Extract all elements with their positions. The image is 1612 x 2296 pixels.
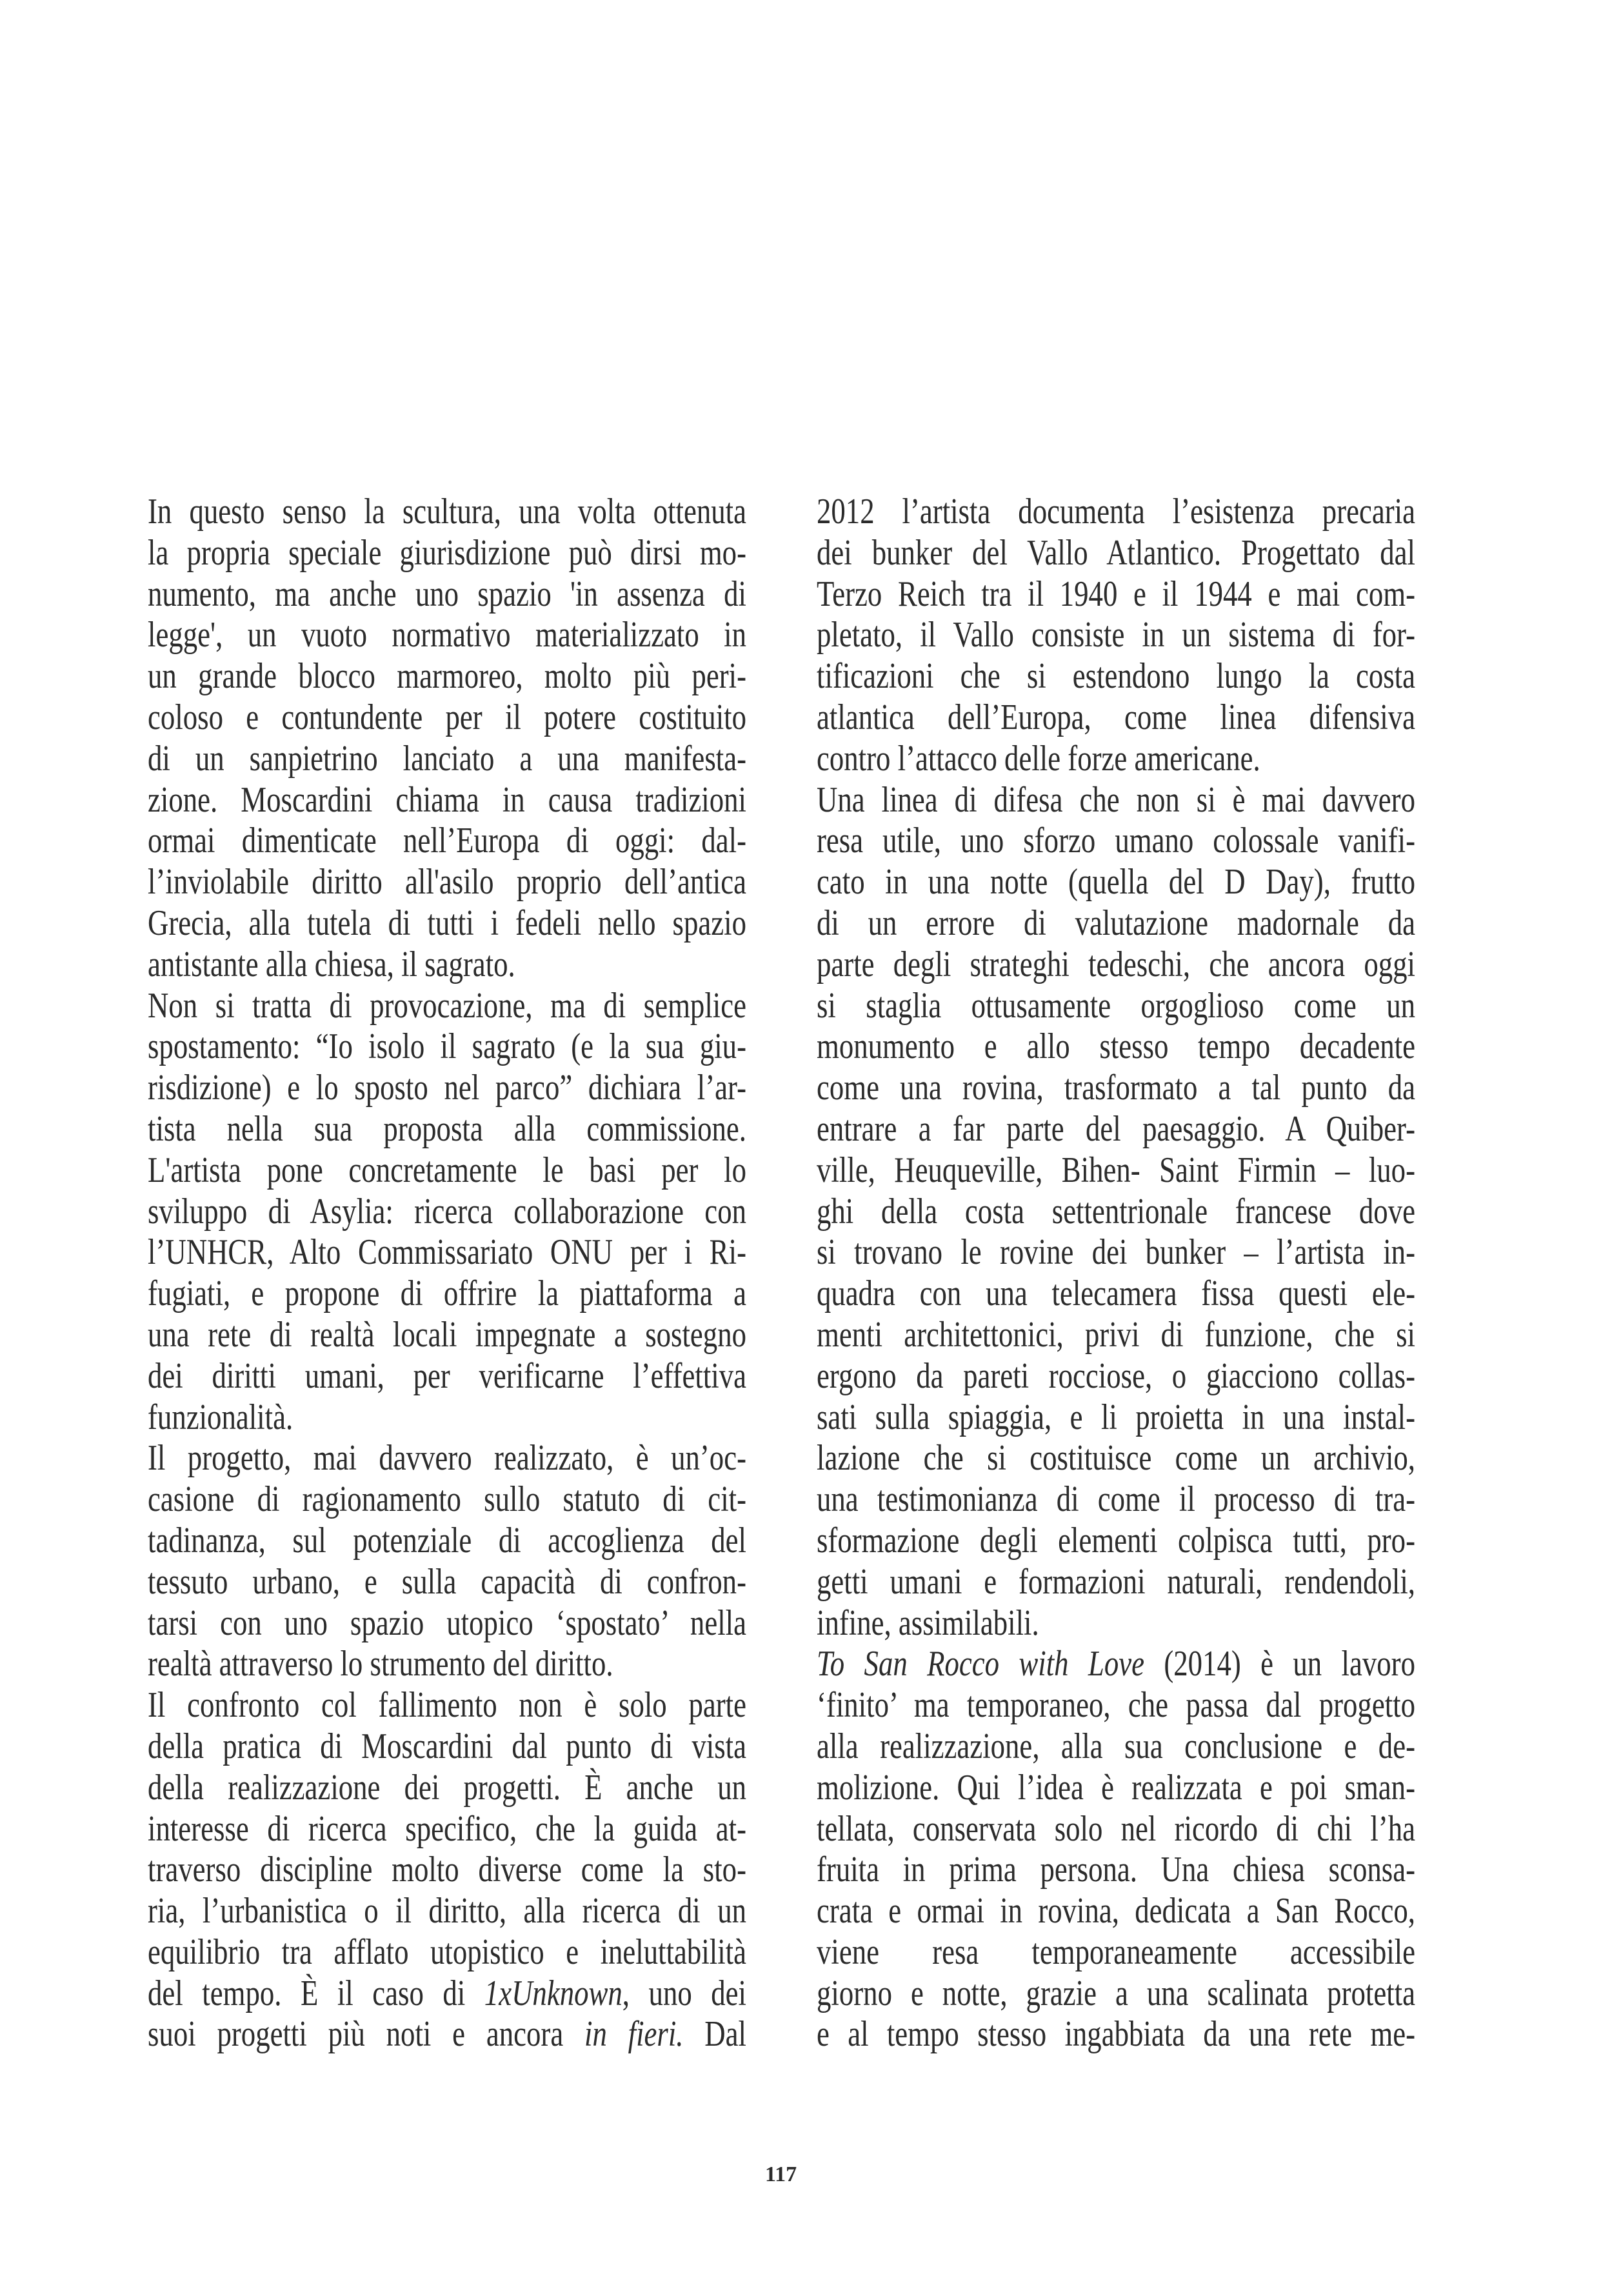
text-line <box>817 780 1415 821</box>
text-line <box>817 1315 1415 1356</box>
left-text-column <box>148 492 746 2055</box>
text-line-content: dei diritti umani, per verificarne l’effettiva <box>148 1355 746 1396</box>
text-line <box>148 1150 746 1192</box>
text-line-content: parte degli strateghi tedeschi, che ancora oggi <box>817 944 1415 984</box>
text-line <box>148 1521 746 1562</box>
text-line <box>817 1726 1415 1768</box>
text-line <box>148 1232 746 1273</box>
text-line-content: ‘finito’ ma temporaneo, che passa dal progetto <box>817 1685 1415 1726</box>
text-line <box>817 862 1415 903</box>
text-line-content: numento, ma anche uno spazio 'in assenza di <box>148 574 746 614</box>
text-line <box>148 1273 746 1315</box>
text-line <box>817 1150 1415 1192</box>
text-line-content: antistante alla chiesa, il sagrato. <box>148 944 515 984</box>
text-line <box>148 821 746 862</box>
text-line-content: tadinanza, sul potenziale di accoglienza del <box>148 1520 746 1561</box>
text-line-content: risdizione) e lo sposto nel parco” dichiara l’ar- <box>148 1068 746 1108</box>
text-line <box>148 1726 746 1768</box>
text-segment: suoi progetti più noti e ancora <box>148 2014 585 2055</box>
text-line <box>817 1026 1415 1068</box>
text-line-content: ormai dimenticate nell’Europa di oggi: dal- <box>148 821 746 861</box>
text-line-content: e al tempo stesso ingabbiata da una rete me- <box>817 2014 1415 2055</box>
text-line <box>148 533 746 574</box>
text-line-content: In questo senso la scultura, una volta ottenuta <box>148 492 746 532</box>
text-line-content: tellata, conservata solo nel ricordo di chi l’ha <box>817 1808 1415 1849</box>
text-line <box>817 574 1415 615</box>
text-line-content: traverso discipline molto diverse come la sto- <box>148 1850 746 1890</box>
text-line-content: cato in una notte (quella del D Day), frutto <box>817 862 1415 903</box>
text-line <box>148 1809 746 1850</box>
text-line <box>148 944 746 986</box>
text-line <box>817 1850 1415 1891</box>
italic-title: To San Rocco with Love <box>817 1644 1145 1684</box>
text-line-content: fugiati, e propone di offrire la piattaforma a <box>148 1273 746 1314</box>
text-line-content: viene resa temporaneamente accessibile <box>817 1932 1415 1972</box>
text-line <box>817 615 1415 656</box>
text-line-content: ghi della costa settentrionale francese dove <box>817 1191 1415 1232</box>
text-line <box>817 1273 1415 1315</box>
text-line <box>148 492 746 533</box>
text-line-content: una rete di realtà locali impegnate a sostegno <box>148 1314 746 1355</box>
text-line <box>817 1479 1415 1521</box>
text-line <box>817 1644 1415 1685</box>
text-line-content: tificazioni che si estendono lungo la costa <box>817 656 1415 697</box>
text-line-content: sati sulla spiaggia, e li proietta in una instal- <box>817 1397 1415 1437</box>
text-line-content: alla realizzazione, alla sua conclusione e de- <box>817 1726 1415 1766</box>
text-line-content: funzionalità. <box>148 1397 294 1437</box>
text-segment: del tempo. È il caso di <box>148 1973 484 2013</box>
text-line <box>148 1932 746 1973</box>
text-line <box>817 492 1415 533</box>
text-line <box>817 1932 1415 1973</box>
text-line <box>817 1521 1415 1562</box>
text-line <box>817 1109 1415 1150</box>
text-line-content: resa utile, uno sforzo umano colossale vanifi- <box>817 821 1415 861</box>
text-line-content: Il progetto, mai davvero realizzato, è un’oc- <box>148 1438 746 1479</box>
text-line <box>817 1397 1415 1439</box>
text-line <box>148 1315 746 1356</box>
text-line <box>148 903 746 944</box>
text-line-content: monumento e allo stesso tempo decadente <box>817 1026 1415 1067</box>
text-line-content: di un sanpietrino lanciato a una manifesta- <box>148 738 746 779</box>
text-line <box>148 1562 746 1603</box>
text-line <box>817 821 1415 862</box>
text-line-content: della realizzazione dei progetti. È anche un <box>148 1767 746 1808</box>
text-line-content: la propria speciale giurisdizione può dirsi mo- <box>148 532 746 573</box>
text-line-content: spostamento: “Io isolo il sagrato (e la sua giu- <box>148 1026 746 1067</box>
text-line-content: menti architettonici, privi di funzione, che si <box>817 1314 1415 1355</box>
text-line-content <box>148 1973 746 2015</box>
text-line <box>148 656 746 697</box>
text-line <box>148 1891 746 1932</box>
text-line-content: sviluppo di Asylia: ricerca collaborazione con <box>148 1191 746 1232</box>
text-line-content: Terzo Reich tra il 1940 e il 1944 e mai com- <box>817 574 1415 614</box>
text-line-content: infine, assimilabili. <box>817 1602 1039 1643</box>
text-line-content: molizione. Qui l’idea è realizzata e poi sman- <box>817 1767 1415 1808</box>
text-line <box>148 1109 746 1150</box>
text-line <box>817 944 1415 986</box>
text-line-content: tista nella sua proposta alla commissione. <box>148 1108 746 1149</box>
text-line-content: come una rovina, trasformato a tal punto da <box>817 1068 1415 1108</box>
page-number: 117 <box>765 2162 797 2186</box>
text-line-content: un grande blocco marmoreo, molto più peri- <box>148 656 746 697</box>
text-line-content: tarsi con uno spazio utopico ‘spostato’ nella <box>148 1602 746 1643</box>
text-line-content: ria, l’urbanistica o il diritto, alla ricerca di un <box>148 1891 746 1932</box>
text-line-content: ville, Heuqueville, Bihen- Saint Firmin – luo- <box>817 1150 1415 1190</box>
text-line <box>148 697 746 739</box>
text-line <box>148 1644 746 1685</box>
text-line-content: Grecia, alla tutela di tutti i fedeli nello spazio <box>148 903 746 943</box>
text-line-content: getti umani e formazioni naturali, rendendoli, <box>817 1561 1415 1602</box>
text-line <box>817 656 1415 697</box>
text-line-content: atlantica dell’Europa, come linea difensiva <box>817 697 1415 737</box>
text-line-content: l’UNHCR, Alto Commissariato ONU per i Ri- <box>148 1232 746 1273</box>
text-line-content: casione di ragionamento sullo statuto di cit- <box>148 1479 746 1520</box>
text-line-content: realtà attraverso lo strumento del diritto. <box>148 1644 613 1684</box>
text-line-content: quadra con una telecamera fissa questi ele- <box>817 1273 1415 1314</box>
text-line <box>148 1685 746 1726</box>
text-line <box>817 739 1415 780</box>
text-line <box>817 697 1415 739</box>
text-line <box>148 862 746 903</box>
text-line <box>817 1603 1415 1644</box>
text-line-content: si staglia ottusamente orgoglioso come un <box>817 985 1415 1026</box>
text-line <box>817 1232 1415 1273</box>
italic-title: in fieri. <box>584 2014 684 2055</box>
text-line-content: entrare a far parte del paesaggio. A Quiber- <box>817 1108 1415 1149</box>
text-line-content: l’inviolabile diritto all'asilo proprio dell’antica <box>148 862 746 903</box>
text-line-content <box>817 1644 1415 1685</box>
text-line-content: pletato, il Vallo consiste in un sistema di for- <box>817 615 1415 655</box>
text-line-content: L'artista pone concretamente le basi per lo <box>148 1150 746 1190</box>
text-line <box>148 1192 746 1233</box>
text-line-content: della pratica di Moscardini dal punto di vista <box>148 1726 746 1766</box>
text-line <box>817 1891 1415 1932</box>
text-line <box>817 1438 1415 1479</box>
text-line <box>817 1356 1415 1397</box>
text-line-content: di un errore di valutazione madornale da <box>817 903 1415 943</box>
text-line <box>817 533 1415 574</box>
right-text-column <box>817 492 1415 2055</box>
text-line-content: legge', un vuoto normativo materializzato in <box>148 615 746 655</box>
text-line-content: 2012 l’artista documenta l’esistenza precaria <box>817 492 1415 532</box>
text-line-content: equilibrio tra afflato utopistico e ineluttabilità <box>148 1932 746 1972</box>
text-line <box>148 615 746 656</box>
text-line-content: fruita in prima persona. Una chiesa sconsa- <box>817 1850 1415 1890</box>
text-line <box>148 574 746 615</box>
text-line <box>148 1603 746 1644</box>
text-line-content: Non si tratta di provocazione, ma di semplice <box>148 985 746 1026</box>
text-segment: , uno dei <box>622 1973 746 2013</box>
text-line-content: dei bunker del Vallo Atlantico. Progettato dal <box>817 532 1415 573</box>
text-segment: (2014) è un lavoro <box>1144 1644 1415 1684</box>
text-line <box>817 2014 1415 2055</box>
text-line-content: crata e ormai in rovina, dedicata a San Rocco, <box>817 1891 1415 1932</box>
text-line <box>817 1562 1415 1603</box>
text-line <box>817 1768 1415 1809</box>
text-line-content: tessuto urbano, e sulla capacità di confron- <box>148 1561 746 1602</box>
text-line-content: interesse di ricerca specifico, che la guida at- <box>148 1808 746 1849</box>
text-line <box>148 1068 746 1109</box>
text-line-content: giorno e notte, grazie a una scalinata protetta <box>817 1973 1415 2013</box>
text-line <box>148 1479 746 1521</box>
text-line <box>148 1768 746 1809</box>
text-line <box>817 1192 1415 1233</box>
text-line-content: una testimonianza di come il processo di tra- <box>817 1479 1415 1520</box>
text-line <box>148 1026 746 1068</box>
text-line-content: zione. Moscardini chiama in causa tradizioni <box>148 779 746 820</box>
text-line <box>148 1850 746 1891</box>
text-line-content: sformazione degli elementi colpisca tutti, pro- <box>817 1520 1415 1561</box>
italic-title: 1xUnknown <box>484 1973 622 2013</box>
text-line <box>148 1973 746 2015</box>
text-line-content: contro l’attacco delle forze americane. <box>817 738 1260 779</box>
text-line <box>148 986 746 1027</box>
text-line <box>817 1685 1415 1726</box>
text-line-content: coloso e contundente per il potere costituito <box>148 697 746 737</box>
text-line-content: Il confronto col fallimento non è solo parte <box>148 1685 746 1726</box>
text-line <box>148 2014 746 2055</box>
text-line-content: Una linea di difesa che non si è mai davvero <box>817 779 1415 820</box>
text-line-content: lazione che si costituisce come un archivio, <box>817 1438 1415 1479</box>
text-line <box>148 1397 746 1439</box>
text-line <box>148 1356 746 1397</box>
text-line-content <box>148 2014 746 2055</box>
text-line <box>148 739 746 780</box>
text-segment: Dal <box>683 2014 746 2055</box>
text-line <box>817 1068 1415 1109</box>
text-line <box>148 780 746 821</box>
text-line <box>817 1809 1415 1850</box>
text-line-content: ergono da pareti rocciose, o giacciono collas- <box>817 1355 1415 1396</box>
text-line <box>817 1973 1415 2015</box>
text-line-content: si trovano le rovine dei bunker – l’artista in- <box>817 1232 1415 1273</box>
text-line <box>148 1438 746 1479</box>
text-line <box>817 903 1415 944</box>
text-line <box>817 986 1415 1027</box>
